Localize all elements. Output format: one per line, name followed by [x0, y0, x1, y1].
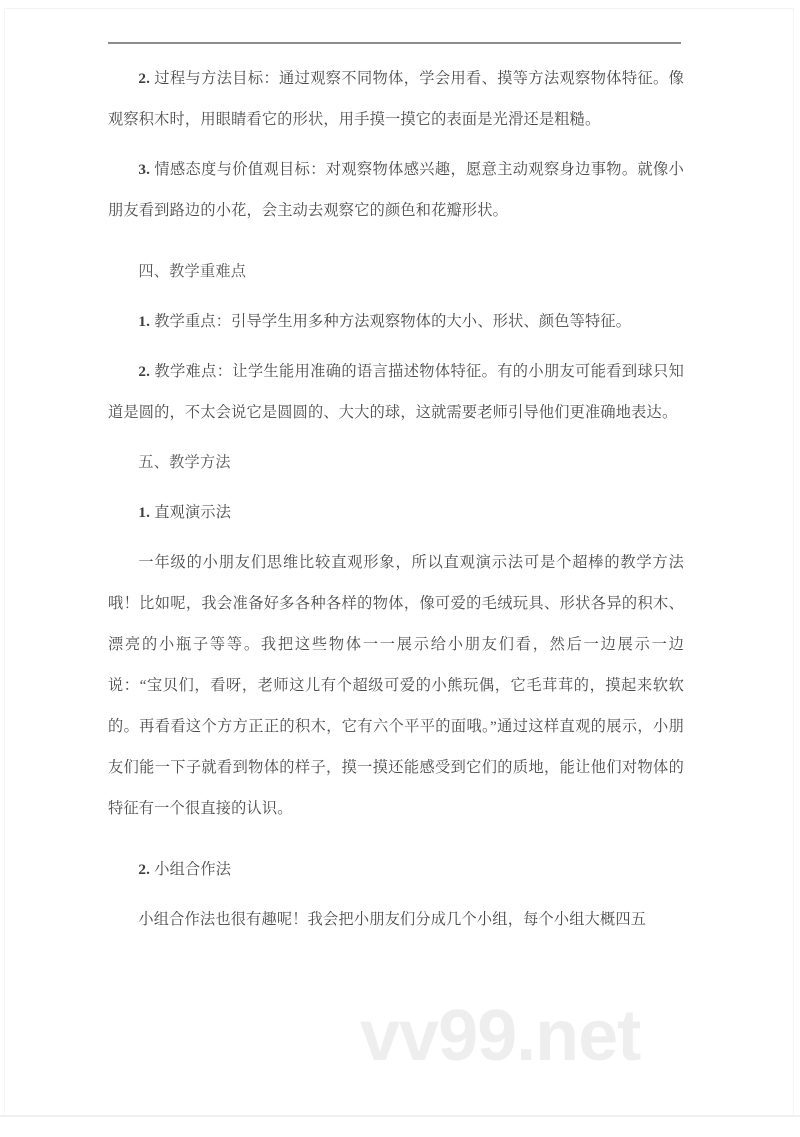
paragraph-objective-3	[108, 149, 684, 231]
page-border-right	[793, 8, 794, 1115]
paragraph-text: 一年级的小朋友们思维比较直观形象，所以直观演示法可是个超棒的教学方法哦！比如呢，我会准备好多各种各样的物体，像可爱的毛绒玩具、形状各异的积木、漂亮的小瓶子等等。我把这些物体一一展示给小朋友们看，然后一边展示一边说：“宝贝们，看呀，老师这儿有个超级可爱的小熊玩偶，它毛茸茸的，摸起来软软的。再看看这个方方正正的积木，它有六个平平的面哦。”通过这样直观的展示，小朋友们能一下子就看到物体的样子，摸一摸还能感受到它们的质地，能让他们对物体的特征有一个很直接的认识。	[108, 554, 684, 817]
paragraph-spacer	[108, 342, 684, 351]
paragraph-objective-2	[108, 58, 684, 140]
paragraph-text: 过程与方法目标：通过观察不同物体，学会用看、摸等方法观察物体特征。像观察积木时，用眼睛看它的形状，用手摸一摸它的表面是光滑还是粗糙。	[108, 70, 684, 128]
paragraph-text: 小组合作法也很有趣呢！我会把小朋友们分成几个小组，每个小组大概四五	[138, 911, 647, 928]
section-heading-text: 五、教学方法	[138, 454, 231, 471]
paragraph-method-1-body	[108, 542, 684, 829]
paragraph-method-2-body	[108, 899, 684, 940]
paragraph-spacer	[108, 829, 684, 849]
list-number: 2.	[138, 70, 151, 87]
section-spacer	[108, 433, 684, 442]
site-watermark: vv99.net	[360, 996, 641, 1076]
list-number: 1.	[138, 504, 151, 521]
page-border-bottom	[0, 1115, 800, 1117]
list-number: 3.	[138, 161, 151, 178]
paragraph-text: 直观演示法	[154, 504, 232, 521]
paragraph-text: 教学难点：让学生能用准确的语言描述物体特征。有的小朋友可能看到球只知道是圆的，不太会说它是圆圆的、大大的球，这就需要老师引导他们更准确地表达。	[108, 363, 684, 421]
paragraph-spacer	[108, 140, 684, 149]
paragraph-spacer	[108, 483, 684, 492]
page-border-left	[4, 8, 5, 1115]
paragraph-key-point-1	[108, 301, 684, 342]
page-border-top	[6, 8, 794, 9]
document-body	[108, 58, 684, 940]
paragraph-spacer	[108, 533, 684, 542]
paragraph-spacer	[108, 292, 684, 301]
paragraph-text: 教学重点：引导学生用多种方法观察物体的大小、形状、颜色等特征。	[154, 313, 632, 330]
section-heading-text: 四、教学重难点	[138, 263, 247, 280]
paragraph-method-2-title	[108, 849, 684, 890]
section-spacer	[108, 231, 684, 251]
paragraph-text: 小组合作法	[154, 861, 232, 878]
header-divider-rule	[108, 42, 681, 44]
list-number: 2.	[138, 363, 151, 380]
paragraph-key-point-2	[108, 351, 684, 433]
paragraph-spacer	[108, 890, 684, 899]
list-number: 2.	[138, 861, 151, 878]
list-number: 1.	[138, 313, 151, 330]
section-heading-four	[108, 251, 684, 292]
section-heading-five	[108, 442, 684, 483]
paragraph-method-1-title	[108, 492, 684, 533]
paragraph-text: 情感态度与价值观目标：对观察物体感兴趣，愿意主动观察身边事物。就像小朋友看到路边的小花，会主动去观察它的颜色和花瓣形状。	[108, 161, 684, 219]
